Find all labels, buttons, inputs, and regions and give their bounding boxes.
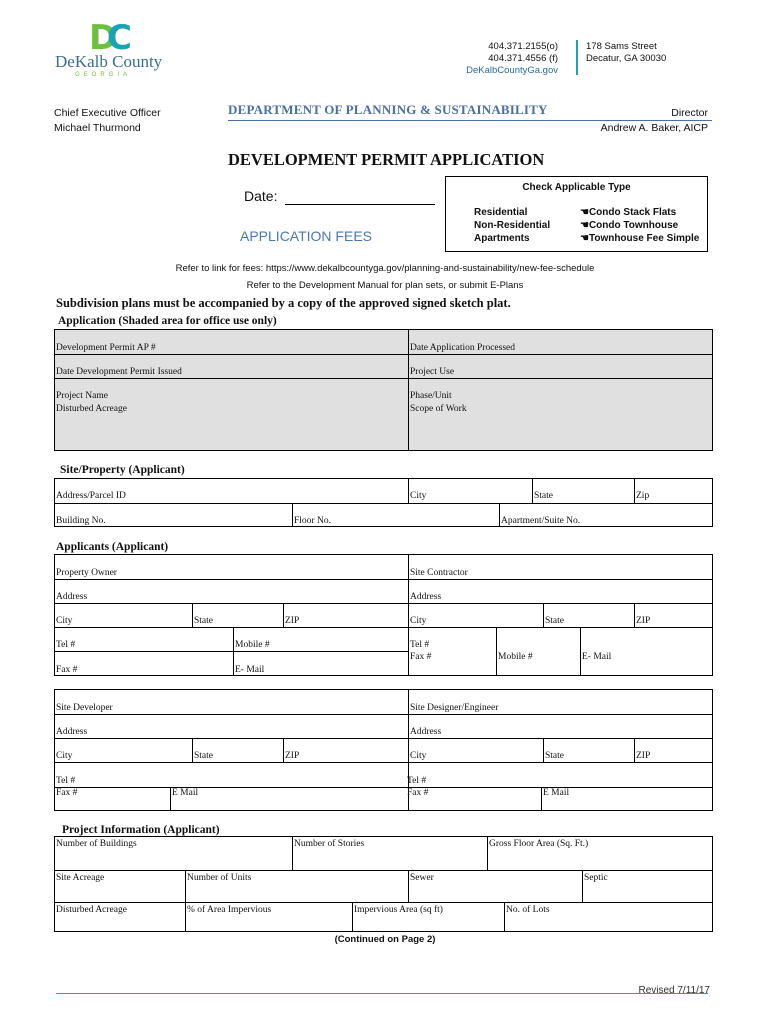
- designer-tel-label[interactable]: Tel #: [407, 776, 427, 786]
- director-block: [601, 106, 708, 136]
- project-name-label: Project Name: [56, 391, 108, 401]
- phone-office: 404.371.2155(o): [488, 41, 558, 52]
- owner-tel-label[interactable]: Tel #: [56, 640, 76, 650]
- contractor-state-label[interactable]: State: [545, 616, 564, 626]
- application-fees-label: APPLICATION FEES: [240, 228, 372, 244]
- date-field[interactable]: [285, 204, 435, 205]
- site-state-label[interactable]: State: [534, 491, 553, 501]
- manual-note: Refer to the Development Manual for plan sets, or submit E-Plans: [246, 280, 524, 291]
- owner-city-label[interactable]: City: [56, 616, 73, 626]
- phone-fax: 404.371.4556 (f): [488, 53, 558, 64]
- apartment-suite-label[interactable]: Apartment/Suite No.: [501, 516, 581, 526]
- applicable-type-box: [445, 176, 708, 252]
- site-address-label[interactable]: Address/Parcel ID: [56, 491, 126, 501]
- site-section-title: Site/Property (Applicant): [60, 464, 185, 476]
- logo-c-mark: C: [107, 18, 132, 58]
- designer-zip-label[interactable]: ZIP: [636, 751, 651, 761]
- site-contractor-label[interactable]: Site Contractor: [410, 568, 468, 578]
- building-no-label[interactable]: Building No.: [56, 516, 106, 526]
- developer-state-label[interactable]: State: [194, 751, 213, 761]
- owner-address-label[interactable]: Address: [56, 592, 88, 602]
- date-label: Date:: [244, 188, 278, 204]
- subdivision-note: Subdivision plans must be accompanied by a copy of the approved signed sketch plat.: [56, 296, 511, 310]
- type-col-2: [580, 206, 699, 245]
- address-block: [586, 41, 666, 65]
- developer-zip-label[interactable]: ZIP: [285, 751, 300, 761]
- address-line-2: Decatur, GA 30030: [586, 53, 667, 64]
- type-col-1: [474, 206, 550, 245]
- num-stories-label[interactable]: Number of Stories: [294, 839, 365, 849]
- septic-label[interactable]: Septic: [584, 873, 608, 883]
- developer-designer-table: [54, 689, 713, 811]
- num-buildings-label[interactable]: Number of Buildings: [56, 839, 137, 849]
- contractor-tel-label[interactable]: Tel #: [410, 640, 430, 650]
- date-issued-label: Date Development Permit Issued: [56, 367, 182, 377]
- contractor-mobile-label[interactable]: Mobile #: [498, 652, 533, 662]
- department-title: DEPARTMENT OF PLANNING & SUSTAINABILITY: [228, 102, 548, 117]
- permit-ap-label: Development Permit AP #: [56, 343, 156, 353]
- developer-city-label[interactable]: City: [56, 751, 73, 761]
- project-disturbed-acreage-label[interactable]: Disturbed Acreage: [56, 905, 127, 915]
- owner-mobile-label[interactable]: Mobile #: [235, 640, 270, 650]
- date-processed-label: Date Application Processed: [410, 343, 516, 353]
- owner-contractor-table: [54, 554, 713, 676]
- project-info-table: [54, 836, 713, 932]
- scope-of-work-label: Scope of Work: [410, 404, 467, 414]
- developer-address-label[interactable]: Address: [56, 727, 88, 737]
- impervious-area-label[interactable]: Impervious Area (sq ft): [354, 905, 443, 915]
- dekalb-logo: [55, 18, 165, 80]
- director-name: Andrew A. Baker, AICP: [600, 122, 708, 134]
- ceo-block: [54, 106, 161, 136]
- contractor-city-label[interactable]: City: [410, 616, 427, 626]
- address-line-1: 178 Sams Street: [586, 41, 657, 52]
- contractor-zip-label[interactable]: ZIP: [636, 616, 651, 626]
- applicants-section-title: Applicants (Applicant): [56, 541, 169, 553]
- contractor-email-label[interactable]: E- Mail: [582, 652, 612, 662]
- project-use-label: Project Use: [410, 367, 455, 377]
- director-title: Director: [671, 107, 708, 119]
- continued-note: (Continued on Page 2): [334, 934, 436, 945]
- designer-address-label[interactable]: Address: [410, 727, 442, 737]
- owner-email-label[interactable]: E- Mail: [235, 665, 265, 675]
- owner-zip-label[interactable]: ZIP: [285, 616, 300, 626]
- phase-unit-label: Phase/Unit: [410, 391, 452, 401]
- contractor-address-label[interactable]: Address: [410, 592, 442, 602]
- num-units-label[interactable]: Number of Units: [187, 873, 252, 883]
- type-option[interactable]: Apartments: [474, 233, 530, 244]
- site-zip-label[interactable]: Zip: [636, 491, 650, 501]
- contact-divider: [576, 40, 578, 75]
- website-link[interactable]: DeKalbCountyGa.gov: [466, 65, 558, 76]
- owner-fax-label[interactable]: Fax #: [56, 665, 78, 675]
- sewer-label[interactable]: Sewer: [410, 873, 434, 883]
- form-title: DEVELOPMENT PERMIT APPLICATION: [228, 150, 545, 169]
- type-option[interactable]: ☚Condo Townhouse: [580, 220, 679, 231]
- contact-block: [440, 41, 558, 77]
- num-lots-label[interactable]: No. of Lots: [506, 905, 550, 915]
- logo-sub: GEORGIA: [75, 72, 132, 78]
- type-box-title: Check Applicable Type: [522, 182, 631, 193]
- impervious-pct-label[interactable]: % of Area Impervious: [187, 905, 272, 915]
- type-option[interactable]: ☚Condo Stack Flats: [580, 207, 677, 218]
- logo-d-mark: D: [89, 18, 112, 58]
- footer-line: [56, 993, 708, 994]
- type-option[interactable]: Non-Residential: [474, 220, 551, 231]
- developer-email-label[interactable]: E Mail: [172, 788, 199, 798]
- gross-floor-area-label[interactable]: Gross Floor Area (Sq. Ft.): [489, 839, 589, 849]
- developer-tel-label[interactable]: Tel #: [56, 776, 76, 786]
- application-office-table: [54, 329, 713, 451]
- logo-name: DeKalb County: [55, 52, 163, 71]
- contractor-fax-label[interactable]: Fax #: [410, 652, 432, 662]
- designer-state-label[interactable]: State: [545, 751, 564, 761]
- floor-no-label[interactable]: Floor No.: [294, 516, 331, 526]
- ceo-title: Chief Executive Officer: [54, 107, 161, 119]
- ceo-name: Michael Thurmond: [54, 122, 141, 134]
- site-property-table: [54, 478, 713, 527]
- app-disturbed-acreage-label: Disturbed Acreage: [56, 404, 127, 414]
- developer-fax-label[interactable]: Fax #: [56, 788, 78, 798]
- site-designer-label[interactable]: Site Designer/Engineer: [410, 703, 499, 713]
- revised-date: Revised 7/11/17: [638, 985, 710, 996]
- type-option[interactable]: Residential: [474, 207, 528, 218]
- fees-link-note: Refer to link for fees: https://www.dekalbcountyga.gov/planning-and-sustainability/new-fee-schedule: [175, 263, 595, 274]
- site-acreage-label[interactable]: Site Acreage: [56, 873, 105, 883]
- property-owner-label[interactable]: Property Owner: [56, 568, 117, 578]
- project-section-title: Project Information (Applicant): [62, 824, 220, 836]
- application-section-title: Application (Shaded area for office use only): [58, 315, 277, 327]
- site-city-label[interactable]: City: [410, 491, 427, 501]
- owner-state-label[interactable]: State: [194, 616, 213, 626]
- designer-city-label[interactable]: City: [410, 751, 427, 761]
- type-option[interactable]: ☚Townhouse Fee Simple: [580, 233, 700, 244]
- designer-email-label[interactable]: E Mail: [543, 788, 570, 798]
- site-developer-label[interactable]: Site Developer: [56, 703, 113, 713]
- designer-fax-label[interactable]: Fax #: [407, 788, 429, 798]
